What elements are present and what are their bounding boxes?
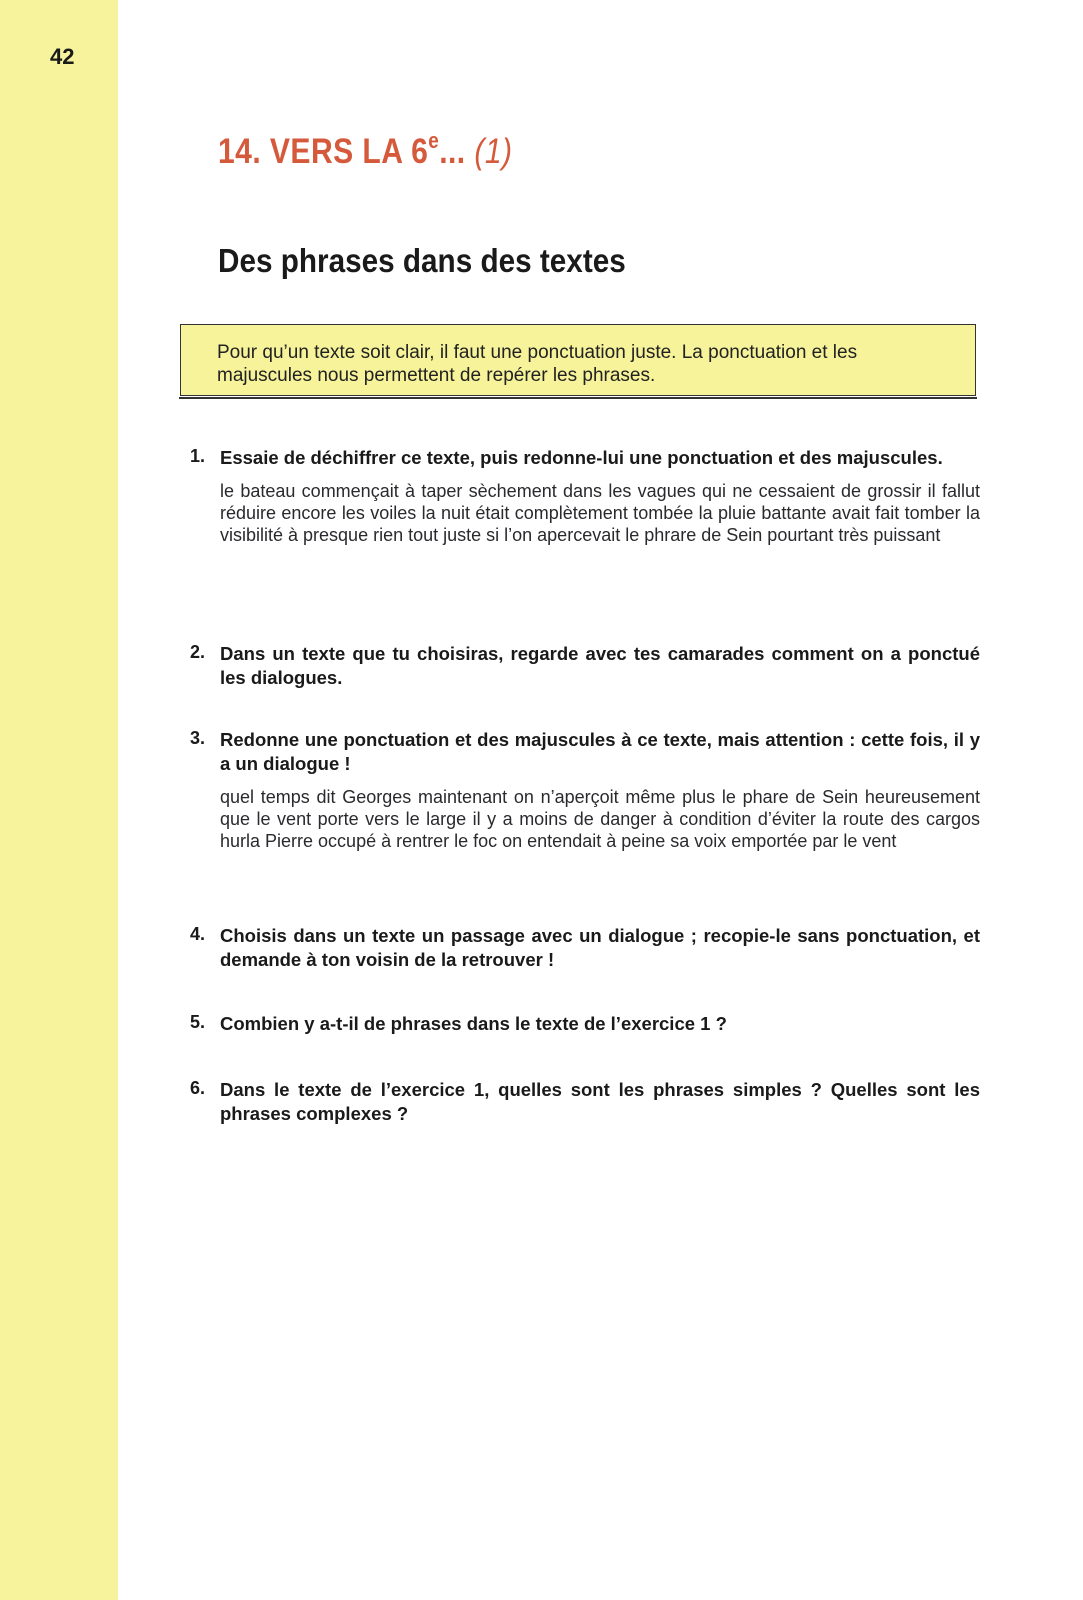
exercise-instruction: Dans le texte de l’exercice 1, quelles sont les phrases simples ? Quelles sont les phrases complexes ? <box>220 1079 980 1124</box>
section-title: Des phrases dans des textes <box>218 242 626 279</box>
exercise-number: 2. <box>190 642 206 662</box>
chapter-title <box>218 128 512 172</box>
chapter-title-part: (1) <box>474 132 513 171</box>
exercise-number: 5. <box>190 1012 206 1032</box>
exercise-4 <box>190 924 980 972</box>
exercise-text: le bateau commençait à taper sèchement dans les vagues qui ne cessaient de grossir il fallut réduire encore les voiles la nuit était complètement tombée la pluie battante avait fait tomber la visibilité à presque rien tout juste si l’on apercevait le phrare de Sein pourtant très puissant <box>220 481 980 545</box>
exercise-instruction: Redonne une ponctuation et des majuscules à ce texte, mais attention : cette fois, il y a un dialogue ! <box>220 729 980 774</box>
exercise-instruction: Combien y a-t-il de phrases dans le texte de l’exercice 1 ? <box>220 1013 727 1034</box>
exercise-instruction: Dans un texte que tu choisiras, regarde avec tes camarades comment on a ponctué les dialogues. <box>220 643 980 688</box>
rule-text: Pour qu’un texte soit clair, il faut une ponctuation juste. La ponctuation et les majuscules nous permettent de repérer les phrases. <box>217 342 858 386</box>
exercise-instruction: Essaie de déchiffrer ce texte, puis redonne-lui une ponctuation et des majuscules. <box>220 447 943 468</box>
yellow-margin-strip <box>0 0 118 1600</box>
rule-box <box>180 324 976 396</box>
chapter-title-superscript: e <box>428 128 440 153</box>
exercise-text: quel temps dit Georges maintenant on n’aperçoit même plus le phare de Sein heureusement que le vent porte vers le large il y a moins de danger à condition d’éviter la route des cargos hurla Pierre occupé à rentrer le foc on entendait à peine sa voix emportée par le vent <box>220 787 980 851</box>
exercise-2 <box>190 642 980 690</box>
exercise-number: 4. <box>190 924 206 944</box>
exercise-1 <box>190 446 980 546</box>
exercise-instruction: Choisis dans un texte un passage avec un dialogue ; recopie-le sans ponctuation, et demande à ton voisin de la retrouver ! <box>220 925 980 970</box>
exercise-5 <box>190 1012 980 1036</box>
page-number: 42 <box>50 44 75 69</box>
chapter-title-main: 14. VERS LA 6 <box>218 132 429 171</box>
exercise-3 <box>190 728 980 852</box>
exercise-number: 1. <box>190 446 206 466</box>
chapter-title-dots: ... <box>439 132 466 171</box>
exercise-number: 6. <box>190 1078 206 1098</box>
exercise-6 <box>190 1078 980 1126</box>
exercise-number: 3. <box>190 728 206 748</box>
